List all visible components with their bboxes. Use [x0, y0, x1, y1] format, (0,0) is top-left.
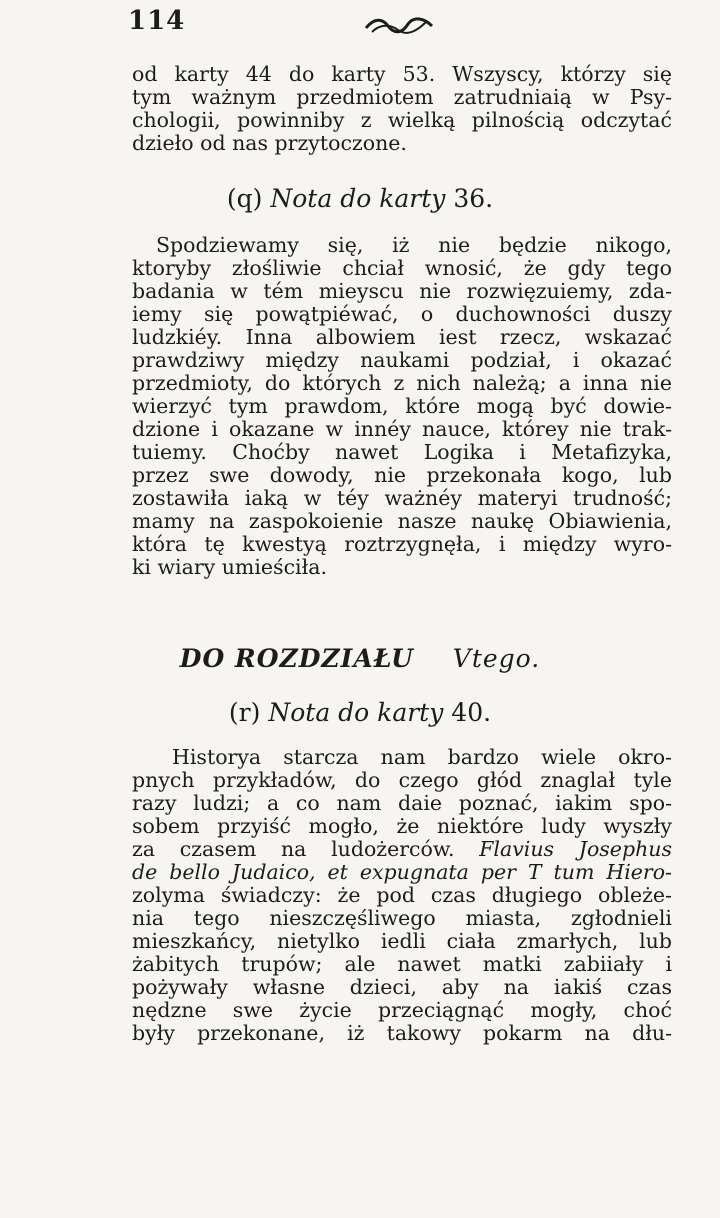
note-number: 40.: [451, 698, 492, 727]
text-line: badania w tém mieyscu nie rozwięzuiemy, zda-: [132, 279, 672, 303]
note-r-heading: [0, 698, 720, 727]
note-label: (q): [226, 184, 263, 213]
note-number: 36.: [453, 184, 494, 213]
text-line: przedmioty, do których z nich należą; a inna nie: [132, 371, 672, 395]
note-title: Nota do karty: [268, 698, 444, 727]
text-line: Historya starcza nam bardzo wiele okro-: [172, 745, 672, 769]
text-line: ktoryby złośliwie chciał wnosić, że gdy tego: [132, 256, 672, 280]
text-line: Spodziewamy się, iż nie będzie nikogo,: [156, 233, 672, 257]
text-line: tym ważnym przedmiotem zatrudniaią w Psy-: [132, 85, 672, 109]
decorative-flourish-icon: [364, 14, 434, 36]
text-line: ki wiary umieściła.: [132, 555, 327, 579]
text-line: żabitych trupów; ale nawet matki zabiiały i: [132, 952, 672, 976]
text-line: która tę kwestyą roztrzygnęła, i między wyro-: [132, 532, 672, 556]
text-line: pożywały własne dzieci, aby na iakiś czas: [132, 975, 672, 999]
section-heading: [0, 644, 720, 673]
text-line: chologii, powinniby z wielką pilnością odczytać: [132, 108, 672, 132]
text-line: przez swe dowody, nie przekonała kogo, lub: [132, 463, 672, 487]
section-title: DO ROZDZIAŁU: [179, 644, 414, 673]
text-line: od karty 44 do karty 53. Wszyscy, którzy się: [132, 62, 672, 86]
text-line: razy ludzi; a co nam daie poznać, iakim spo-: [132, 791, 672, 815]
page-number: 114: [128, 6, 186, 36]
text-line: dzione i okazane w innéy nauce, którey nie trak-: [132, 417, 672, 441]
note-label: (r): [228, 698, 261, 727]
text-line: nia tego nieszczęśliwego miasta, zgłodnieli: [132, 906, 672, 930]
text-line: zolyma świadczy: że pod czas długiego obleże-: [132, 883, 672, 907]
text-line: mamy na zaspokoienie nasze naukę Obiawienia,: [132, 509, 672, 533]
text-line: mieszkańcy, nietylko iedli ciała zmarłych, lub: [132, 929, 672, 953]
text-line: wierzyć tym prawdom, które mogą być dowie-: [132, 394, 672, 418]
note-title: Nota do karty: [270, 184, 446, 213]
text-line: pnych przykładów, do czego głód znaglał tyle: [132, 768, 672, 792]
text-line: nędzne swe życie przeciągnąć mogły, choć: [132, 998, 672, 1022]
text-line: de bello Judaico, et expugnata per T tum Hiero-: [132, 860, 672, 884]
text-line: dzieło od nas przytoczone.: [132, 131, 407, 155]
text-line: tuiemy. Choćby nawet Logika i Metafizyka,: [132, 440, 672, 464]
page-header: [0, 4, 720, 44]
text-line: ludzkiéy. Inna albowiem iest rzecz, wskazać: [132, 325, 672, 349]
note-q-heading: [0, 184, 720, 213]
text-line: zostawiła iaką w téy ważnéy materyi trudność;: [132, 486, 672, 510]
text-line: prawdziwy między naukami podział, i okazać: [132, 348, 672, 372]
text-line: [132, 838, 672, 861]
line-text: za czasem na ludożerców.: [132, 837, 455, 861]
text-line: iemy się powątpiéwać, o duchowności duszy: [132, 302, 672, 326]
text-line: sobem przyiść mogło, że niektóre ludy wyszły: [132, 814, 672, 838]
text-line: były przekonane, iż takowy pokarm na dłu-: [132, 1021, 672, 1045]
latin-citation: Flavius Josephus: [479, 837, 672, 861]
section-suffix: Vtego.: [452, 644, 541, 673]
